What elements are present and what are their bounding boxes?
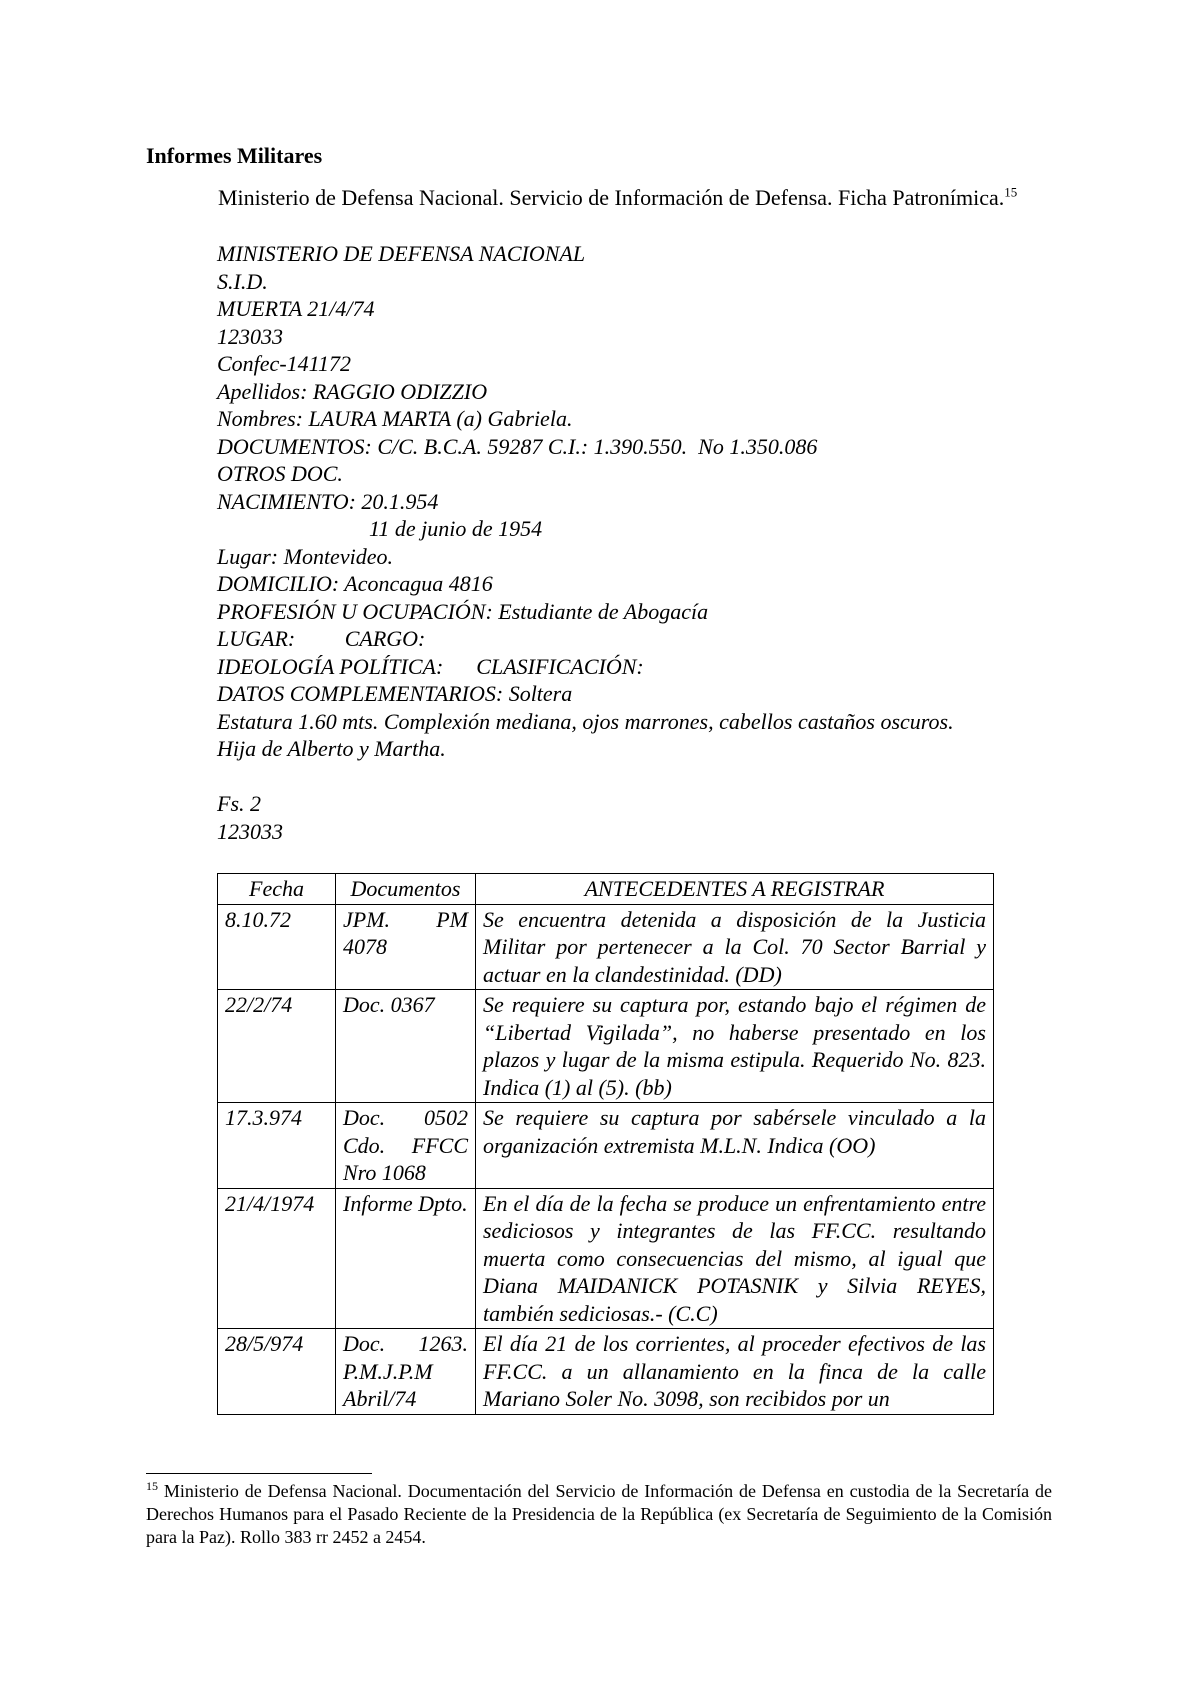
record-line: DOCUMENTOS: C/C. B.C.A. 59287 C.I.: 1.390.550. No 1.350.086 [217, 433, 818, 459]
record-line: Apellidos: RAGGIO ODIZZIO [217, 378, 488, 404]
cell-fecha: 8.10.72 [218, 904, 336, 990]
record-line: 11 de junio de 1954 [369, 516, 543, 541]
cell-documentos: JPM. PM 4078 [336, 904, 476, 990]
antecedentes-table [217, 873, 994, 1415]
cell-antecedentes: Se requiere su captura por, estando bajo el régimen de “Libertad Vigilada”, no haberse presentado en los plazos y lugar de la misma estipula. Requerido No. 823. Indica (1) al (5). (bb) [476, 990, 994, 1103]
cell-antecedentes: El día 21 de los corrientes, al proceder efectivos de las FF.CC. a un allanamiento en la finca de la calle Mariano Soler No. 3098, son recibidos por un [476, 1329, 994, 1415]
footnote-separator [146, 1473, 372, 1474]
record-line: DOMICILIO: Aconcagua 4816 [217, 571, 493, 596]
footnote-mark: 15 [146, 1479, 158, 1493]
column-header-fecha: Fecha [218, 874, 336, 905]
intro-paragraph [146, 184, 1052, 212]
record-line: DATOS COMPLEMENTARIOS: Soltera [217, 681, 573, 706]
record-line: Estatura 1.60 mts. Complexión mediana, ojos marrones, cabellos castaños oscuros. [217, 708, 954, 734]
cell-fecha: 28/5/974 [218, 1329, 336, 1415]
table-row [218, 1188, 994, 1329]
record-line: Nombres: LAURA MARTA (a) Gabriela. [217, 406, 573, 431]
folio-line: Fs. 2 [217, 791, 261, 816]
record-line: S.I.D. [217, 268, 268, 294]
record-line: MINISTERIO DE DEFENSA NACIONAL [217, 241, 586, 266]
record-line: MUERTA 21/4/74 [217, 296, 375, 321]
record-line: Lugar: Montevideo. [217, 543, 393, 569]
column-header-antecedentes: ANTECEDENTES A REGISTRAR [476, 874, 994, 905]
record-line: 123033 [217, 323, 283, 349]
cell-antecedentes: En el día de la fecha se produce un enfrentamiento entre sediciosos y integrantes de las FF.CC. resultando muerta como consecuencias del mismo, al igual que Diana MAIDANICK POTASNIK y Silvia REYES, también sediciosas.- (C.C) [476, 1188, 994, 1329]
cell-antecedentes: Se encuentra detenida a disposición de la Justicia Militar por pertenecer a la Col. 70 Sector Barrial y actuar en la clandestinidad. (DD) [476, 904, 994, 990]
footnote-reference: 15 [1004, 184, 1018, 200]
record-line: PROFESIÓN U OCUPACIÓN: Estudiante de Abogacía [217, 598, 709, 624]
folio-line: 123033 [217, 818, 283, 844]
cell-fecha: 17.3.974 [218, 1103, 336, 1189]
cell-documentos: Doc. 0367 [336, 990, 476, 1103]
intro-text: Ministerio de Defensa Nacional. Servicio de Información de Defensa. Ficha Patronímica. [218, 185, 1005, 210]
table-row [218, 1329, 994, 1415]
footnote-text: Ministerio de Defensa Nacional. Documentación del Servicio de Información de Defensa en custodia de la Secretaría de Derechos Humanos para el Pasado Reciente de la Presidencia de la República (ex Secretaría de Seguimiento de la Comisión para la Paz). Rollo 383 rr 2452 a 2454. [146, 1481, 1052, 1547]
cell-fecha: 22/2/74 [218, 990, 336, 1103]
table-row [218, 990, 994, 1103]
record-line: LUGAR: CARGO: [217, 626, 426, 651]
cell-fecha: 21/4/1974 [218, 1188, 336, 1329]
footnote [146, 1480, 1052, 1549]
cell-documentos: Doc. 0502 Cdo. FFCC Nro 1068 [336, 1103, 476, 1189]
page-heading: Informes Militares [146, 143, 323, 168]
table-header-row [218, 874, 994, 905]
record-line: Hija de Alberto y Martha. [217, 736, 446, 761]
record-line: OTROS DOC. [217, 461, 343, 486]
cell-antecedentes: Se requiere su captura por sabérsele vinculado a la organización extremista M.L.N. Indica (OO) [476, 1103, 994, 1189]
table-row [218, 904, 994, 990]
record-line: IDEOLOGÍA POLÍTICA: CLASIFICACIÓN: [217, 653, 644, 679]
column-header-documentos: Documentos [336, 874, 476, 905]
cell-documentos: Doc. 1263. P.M.J.P.M Abril/74 [336, 1329, 476, 1415]
record-line: NACIMIENTO: 20.1.954 [217, 488, 439, 514]
record-block [217, 240, 1052, 763]
folio-block [217, 790, 1052, 845]
record-line: Confec-141172 [217, 351, 352, 376]
cell-documentos: Informe Dpto. [336, 1188, 476, 1329]
document-page [146, 142, 1052, 1415]
table-row [218, 1103, 994, 1189]
